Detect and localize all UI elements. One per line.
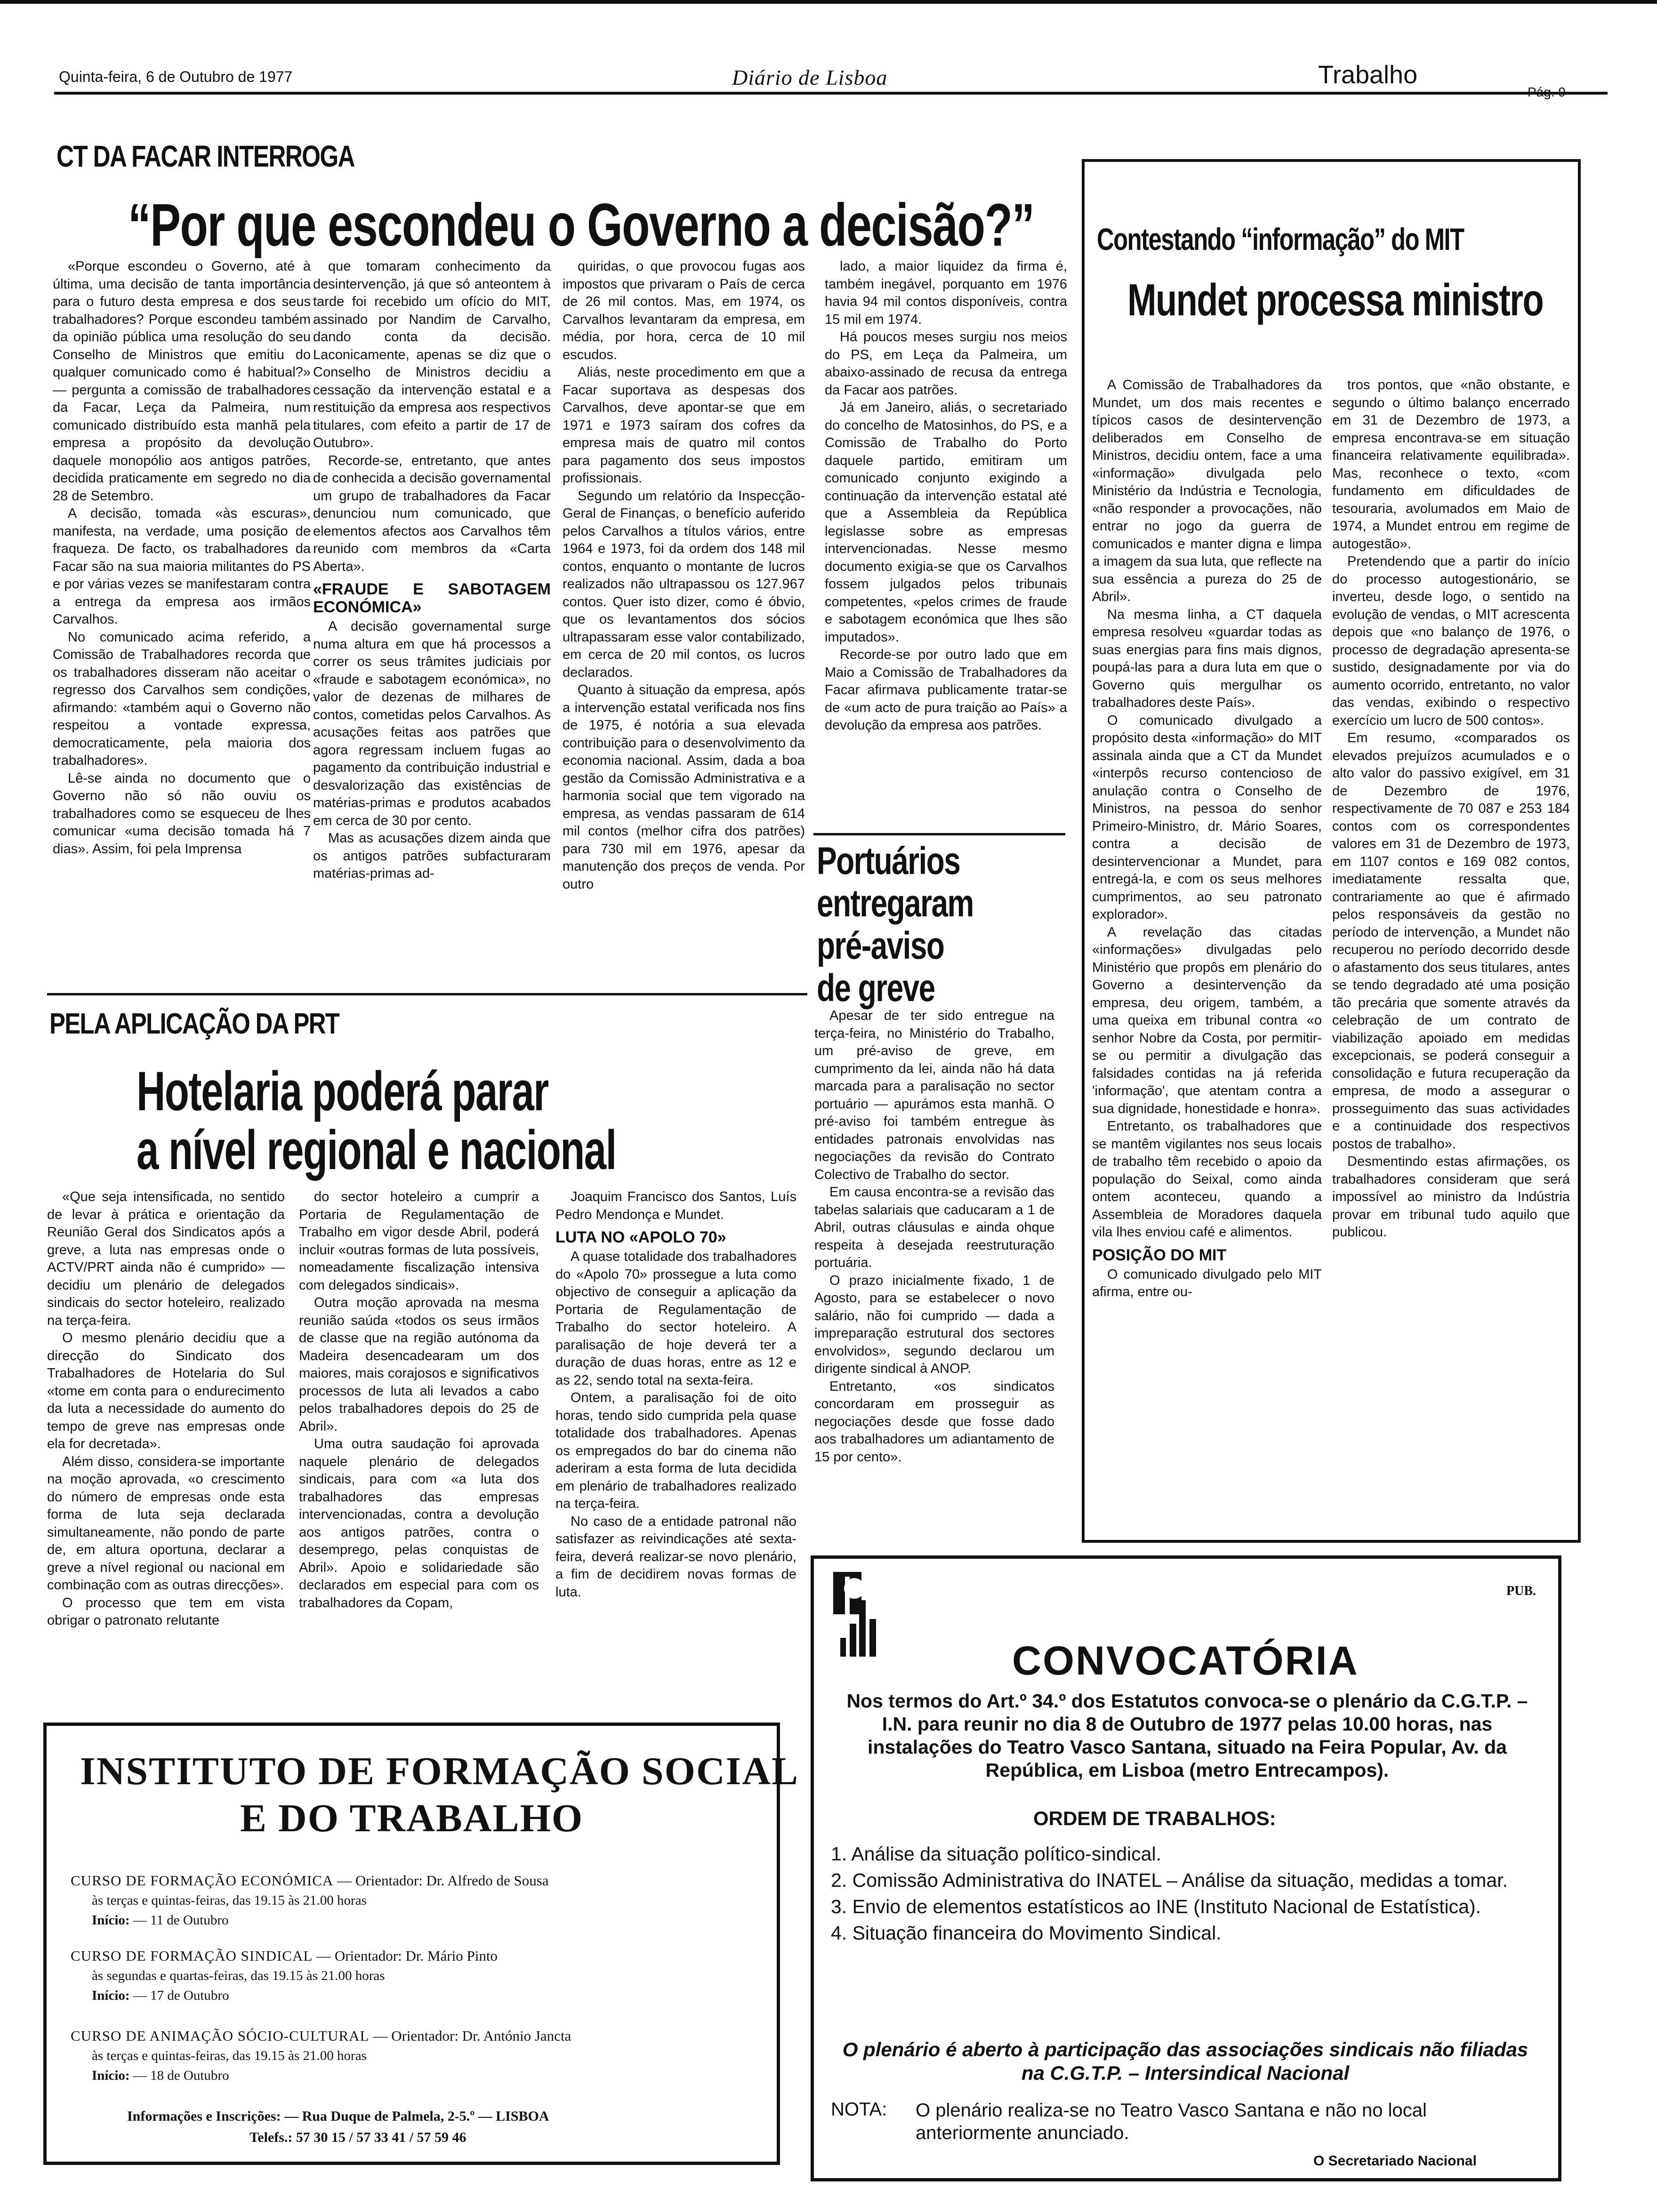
course-economica: CURSO DE FORMAÇÃO ECONÓMICA — Orientador: Dr. Alfredo de Sousa às terças e quintas-feiras, das 19.15 às 21.00 horas Início: — 11 de Outubro	[71, 1872, 549, 1928]
section-name: Trabalho	[1318, 61, 1418, 89]
pub-label: PUB.	[1506, 1584, 1536, 1598]
portuarios-rule	[813, 833, 1065, 835]
mundet-headline: Mundet processa ministro	[1127, 275, 1544, 325]
facar-headline: “Por que escondeu o Governo a decisão?”	[128, 192, 1034, 259]
portuarios-headline: Portuários entregaram pré-aviso de greve	[817, 840, 973, 1010]
mundet-col-1: A Comissão de Trabalhadores da Mundet, um dos mais recentes e típicos casos de desintervenção deliberados em Conselho de Ministros, decidiu ontem, face a uma «informação» divulgada pelo Ministério da Indústria e Tecnologia, «não responder a provocações, não entrar no jogo da guerra de comunicados e manter digna e limpa a imagem da sua luta, que reflecte na sua essência a pureza do 25 de Abril». Na mesma linha, a CT daquela empresa resolveu «guardar todas as suas energias para fins mais dignos, poupá-las para a dura luta em que o Governo quis mergulhar os trabalhadores deste País». O comunicado divulgado a propósito desta «informação» do MIT assinala ainda que a CT da Mundet «interpôs recurso contencioso de anulação contra o Conselho de Ministros, na pessoa do senhor Primeiro-Ministro, dr. Mário Soares, contra a decisão de desintervencionar a Mundet, para entregá-la, e com os seus melhores cumprimentos, ao seu patronato explorador». A revelação das citadas «informações» divulgadas pelo Ministério que propôs em plenário do Governo a desintervenção da empresa, deu origem, também, a uma queixa em tribunal contra «o senhor Nobre da Costa, por permitir-se ou permitir a divulgação das falsidades contidas na já referida 'informação', que atentam contra a sua dignidade, honestidade e honra». Entretanto, os trabalhadores que se mantêm vigilantes nos seus locais de trabalho têm recebido o apoio da população do Seixal, como ainda ontem aconteceu, quando a Assembleia de Moradores daquela vila lhes enviou café e alimentos. POSIÇÃO DO MIT O comunicado divulgado pelo MIT afirma, entre ou-	[1092, 377, 1322, 1299]
convocatoria-notice: O plenário é aberto à participação das associações sindicais não filiadas na C.G.T.P. – Intersindical Nacional	[842, 2038, 1528, 2084]
agenda-item: 2. Comissão Administrativa do INATEL – Análise da situação, medidas a tomar.	[831, 1869, 1508, 1891]
cgtp-logo	[831, 1567, 885, 1661]
mundet-col-2: tros pontos, que «não obstante, e segundo o último balanço encerrado em 31 de Dezembro de 1973, a empresa encontrava-se em situação financeira relativamente equilibrada». Mas, reconhece o texto, «com fundamento em dificuldades de tesouraria, avolumados em Maio de 1974, a Mundet entrou em regime de autogestão». Pretendendo que a partir do início do processo autogestionário, se inverteu, desde logo, o sentido na evolução de vendas, o MIT acrescenta depois que «no balanço de 1976, o processo de degradação apresenta-se sustido, designadamente por via do aumento ocorrido, entretanto, no valor das vendas, exibindo o respectivo exercício um lucro de 500 contos». Em resumo, «comparados os elevados prejuízos acumulados e o alto valor do passivo exigível, em 31 de Dezembro de 1976, respectivamente de 70 087 e 253 184 contos com os correspondentes valores em 31 de Dezembro de 1973, em 1107 contos e 169 082 contos, imediatamente ressalta que, contrariamente ao que é afirmado pelos responsáveis da gestão no período de intervenção, a Mundet não recuperou no período decorrido desde o afastamento dos seus titulares, antes se tendo degradado até uma posição tão precária que somente através da celebração de um contrato de viabilização apoiado em medidas excepcionais, se poderá conseguir a consolidação e futura recuperação da empresa, de modo a assegurar o prosseguimento das suas actividades e a continuidade dos respectivos postos de trabalho». Desmentindo estas afirmações, os trabalhadores consideram que será impossível ao ministro da Indústria provar em tribunal tudo aquilo que publicou.	[1332, 377, 1570, 1240]
nota-label: NOTA:	[831, 2099, 887, 2120]
facar-subhead: «FRAUDE E SABOTAGEM ECONÓMICA»	[313, 580, 551, 616]
hotelaria-rule	[47, 993, 807, 995]
instituto-phones: Telefs.: 57 30 15 / 57 33 41 / 57 59 46	[249, 2130, 467, 2145]
hotelaria-headline-1: Hotelaria poderá parar	[137, 1060, 548, 1122]
hotelaria-kicker: PELA APLICAÇÃO DA PRT	[49, 1008, 339, 1040]
course-sindical: CURSO DE FORMAÇÃO SINDICAL — Orientador: Dr. Mário Pinto às segundas e quartas-feiras, das 19.15 às 21.00 horas Início: — 17 de Outubro	[71, 1948, 498, 2003]
agenda-item: 3. Envio de elementos estatísticos ao INE (Instituto Nacional de Estatística).	[831, 1896, 1481, 1917]
facar-kicker: CT DA FACAR INTERROGA	[56, 139, 354, 173]
hotelaria-col-1: «Que seja intensificada, no sentido de levar à prática e orientação da Reunião Geral dos Sindicatos após a greve, a luta nas empresas onde o ACTV/PRT ainda não é cumprido» — decidiu um plenário de delegados sindicais do sector hoteleiro, realizado na terça-feira. O mesmo plenário decidiu que a direcção do Sindicato dos Trabalhadores de Hotelaria do Sul «tome em conta para o endurecimento da luta a necessidade do aumento do tempo de greve nas empresas onde ela for decretada». Além disso, considera-se importante na moção aprovada, «o crescimento do número de empresas onde esta forma de luta seja declarada simultaneamente, não pondo de parte de, em altura oportuna, declarar a greve a nível regional ou nacional em combinação com as outras direcções». O processo que tem em vista obrigar o patronato relutante	[47, 1189, 285, 1628]
mundet-subhead: POSIÇÃO DO MIT	[1092, 1246, 1227, 1264]
instituto-title-1: INSTITUTO DE FORMAÇÃO SOCIAL	[80, 1749, 799, 1793]
instituto-info: Informações e Inscrições: — Rua Duque de Palmela, 2-5.º — LISBOA	[127, 2108, 549, 2124]
ordem-title: ORDEM DE TRABALHOS:	[1033, 1807, 1276, 1829]
header-rule	[54, 92, 1608, 95]
facar-col-1: «Porque escondeu o Governo, até à última, uma decisão de tanta importância para o futuro desta empresa e dos seus trabalhadores? Porque escondeu também da opinião pública uma resolução do seu Conselho de Ministros que emitiu do qualquer comunicado como é habitual?» — pergunta a comissão de trabalhadores da Facar, Leça da Palmeira, num comunicado distribuído esta manhã pela empresa a propósito da devolução daquele monopólio aos antigos patrões, decidida praticamente em segredo no dia 28 de Setembro. A decisão, tomada «às escuras», manifesta, na verdade, uma posição de fraqueza. De facto, os trabalhadores da Facar são na sua maioria militantes do PS e por várias vezes se manifestaram contra a entrega da empresa aos irmãos Carvalhos. No comunicado acima referido, a Comissão de Trabalhadores recorda que os trabalhadores disseram não aceitar o regresso dos Carvalhos sem condições, afirmando: «também aqui o Governo não respeitou a vontade expressa, democraticamente, pela maioria dos trabalhadores». Lê-se ainda no documento que o Governo não só não ouviu os trabalhadores como se esqueceu de lhes comunicar «uma decisão tomada há 7 dias». Assim, foi pela Imprensa	[53, 259, 311, 857]
masthead: Diário de Lisboa	[732, 65, 888, 89]
hotelaria-col-3: Joaquim Francisco dos Santos, Luís Pedro Mendonça e Mundet. LUTA NO «APOLO 70» A quase totalidade dos trabalhadores do «Apolo 70» prossegue a luta como objectivo de conseguir a aplicação da Portaria de Regulamentação de Trabalho do sector hoteleiro. A paralisação de hoje deverá ter a duração de duas horas, entre as 12 e as 22, sendo total na sexta-feira. Ontem, a paralisação foi de oito horas, tendo sido cumprida pela quase totalidade dos trabalhadores. Apenas os empregados do bar do cinema não aderiram a esta forma de luta decidida em plenário de trabalhadores realizado na terça-feira. No caso de a entidade patronal não satisfazer as reivindicações até sexta-feira, deverá realizar-se novo plenário, a fim de decidirem novas formas de luta.	[555, 1189, 796, 1600]
agenda-item: 4. Situação financeira do Movimento Sindical.	[831, 1922, 1222, 1944]
agenda-item: 1. Análise da situação político-sindical.	[831, 1843, 1161, 1865]
hotelaria-subhead: LUTA NO «APOLO 70»	[555, 1228, 726, 1246]
mundet-kicker: Contestando “informação” do MIT	[1097, 222, 1464, 256]
signature: O Secretariado Nacional	[1313, 2153, 1477, 2169]
hotelaria-col-2: do sector hoteleiro a cumprir a Portaria de Regulamentação de Trabalho em vigor desde Abril, poderá incluir «outras formas de luta possíveis, nomeadamente fiscalização intensiva com delegados sindicais». Outra moção aprovada na mesma reunião saúda «todos os seus irmãos de classe que na região autónoma da Madeira desencadearam um dos maiores, mais corajosos e significativos processos de luta ali levados a cabo pelos trabalhadores depois do 25 de Abril». Uma outra saudação foi aprovada naquele plenário de delegados sindicais, para com «a luta dos trabalhadores das empresas intervencionadas, contra a devolução aos antigos patrões, contra o desemprego, pelas conquistas de Abril». Apoio e solidariedade são declarados em especial para com os trabalhadores da Copam,	[299, 1189, 539, 1611]
top-border	[0, 0, 1657, 4]
course-sociocultural: CURSO DE ANIMAÇÃO SÓCIO-CULTURAL — Orientador: Dr. António Jancta às terças e quintas-feiras, das 19.15 às 21.00 horas Início: — 18 de Outubro	[71, 2028, 571, 2083]
facar-col-3: quiridas, o que provocou fugas aos impostos que privaram o País de cerca de 26 mil contos. Mas, em 1974, os Carvalhos levantaram da empresa, em média, por hora, cerca de 10 mil escudos. Aliás, neste procedimento em que a Facar suportava as despesas dos Carvalhos, deve apontar-se que em 1971 e 1973 saíram dos cofres da empresa mais de quatro mil contos para pagamento dos seus impostos profissionais. Segundo um relatório da Inspecção-Geral de Finanças, o benefício auferido pelos Carvalhos a títulos vários, entre 1964 e 1973, foi da ordem dos 148 mil contos, enquanto o montante de lucros realizados não ultrapassou os 127.967 contos. Quer isto dizer, como é óbvio, que os levantamentos dos sócios ultrapassaram esse valor contabilizado, em cerca de 20 mil contos, os lucros declarados. Quanto à situação da empresa, após a intervenção estatal verificada nos fins de 1975, é notória a sua elevada contribuição para o desenvolvimento da economia nacional. Assim, dada a boa gestão da Comissão Administrativa e a harmonia social que tem vigorado na empresa, as vendas passaram de 614 mil contos (melhor cifra dos patrões) para 730 mil em 1976, apesar da manutenção dos preços de venda. Por outro	[563, 259, 805, 892]
nota-text: O plenário realiza-se no Teatro Vasco Santana e não no local anteriormente anunciado.	[916, 2100, 1427, 2143]
instituto-title-2: E DO TRABALHO	[240, 1796, 584, 1840]
agenda-list	[831, 1843, 1537, 1948]
hotelaria-headline-2: a nível regional e nacional	[137, 1119, 616, 1181]
facar-col-4: lado, a maior liquidez da firma é, também inegável, porquanto em 1976 havia 94 mil contos disponíveis, contra 15 mil em 1974. Há poucos meses surgiu nos meios do PS, em Leça da Palmeira, um abaixo-assinado de recusa da entrega da Facar aos patrões. Já em Janeiro, aliás, o secretariado do concelho de Matosinhos, do PS, e a Comissão de Trabalho do Porto daquele partido, emitiram um comunicado conjunto exigindo a continuação da intervenção estatal até que a Assembleia da República legislasse sobre as empresas intervencionadas. Nesse mesmo documento exigia-se que os Carvalhos fossem julgados pelos tribunais competentes, «pelos crimes de fraude e sabotagem económica que lhes são imputados». Recorde-se por outro lado que em Maio a Comissão de Trabalhadores da Facar afirmava publicamente tratar-se de «um acto de pura traição ao País» a devolução da empresa aos patrões.	[825, 259, 1067, 733]
portuarios-text: Apesar de ter sido entregue na terça-feira, no Ministério do Trabalho, um pré-aviso de greve, em cumprimento da lei, ainda não há data marcada para a paralisação no sector portuário — apurámos esta manhã. O pré-aviso foi também entregue às entidades patronais envolvidas nas negociações da revisão do Contrato Colectivo de Trabalho do sector. Em causa encontra-se a revisão das tabelas salariais que caducaram a 1 de Abril, outras cláusulas e ainda ohque respeita à desejada reestruturação portuária. O prazo inicialmente fixado, 1 de Agosto, para se estabelecer o novo salário, não foi cumprido — dada a impreparação estrutural dos sectores envolvidos», segundo declarou um dirigente sindical à ANOP. Entretanto, «os sindicatos concordaram em prosseguir as negociações desde que fosse dado aos trabalhadores um adiantamento de 15 por cento».	[814, 1008, 1054, 1465]
header-date: Quinta-feira, 6 de Outubro de 1977	[59, 68, 293, 85]
convocatoria-intro: Nos termos do Art.º 34.º dos Estatutos convoca-se o plenário da C.G.T.P. – I.N. para reunir no dia 8 de Outubro de 1977 pelas 10.00 horas, nas instalações do Teatro Vasco Santana, situado na Feira Popular, Av. da República, em Lisboa (metro Entrecampos).	[846, 1690, 1528, 1781]
convocatoria-title: CONVOCATÓRIA	[1012, 1638, 1359, 1683]
facar-col-2: que tomaram conhecimento da desintervenção, já que só anteontem à tarde foi recebido um ofício do MIT, assinado por Nandim de Carvalho, dando conta da decisão. Laconicamente, apenas se diz que o Conselho de Ministros decidiu a cessação da intervenção estatal e a restituição da empresa aos respectivos titulares, com efeito a partir de 17 de Outubro». Recorde-se, entretanto, que antes de conhecida a decisão governamental um grupo de trabalhadores da Facar denunciou num comunicado, que elementos afectos aos Carvalhos têm reunido com membros da «Carta Aberta». «FRAUDE E SABOTAGEM ECONÓMICA» A decisão governamental surge numa altura em que há processos a correr os seus trâmites judiciais por «fraude e sabotagem económica», no valor de dezenas de milhares de contos, cometidas pelos Carvalhos. As acusações feitas aos patrões que agora regressam incluem fugas ao pagamento da contribuição industrial e desvalorização das existências de matérias-primas e produtos acabados em cerca de 30 por cento. Mas as acusações dizem ainda que os antigos patrões subfacturaram matérias-primas ad-	[313, 259, 551, 881]
